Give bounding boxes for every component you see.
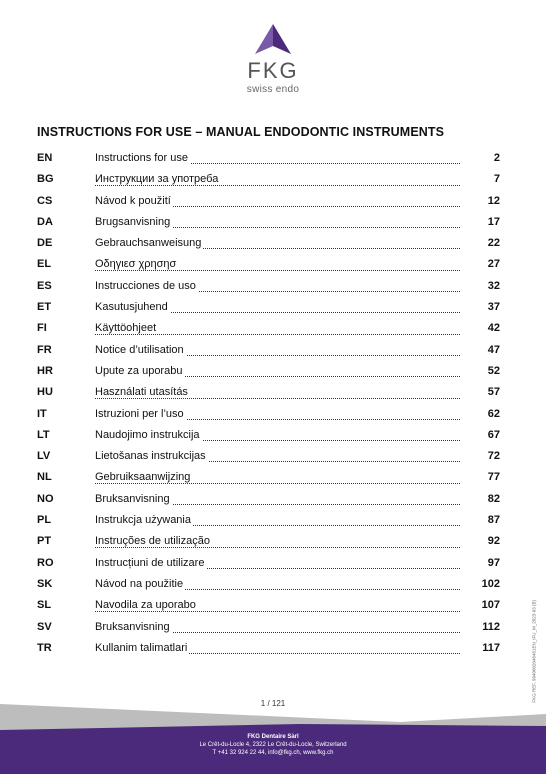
toc-page-number: 42 xyxy=(487,322,500,335)
toc-language-code: SL xyxy=(37,599,52,612)
toc-language-code: LV xyxy=(37,450,51,463)
toc-label: Käyttöohjeet xyxy=(95,322,157,335)
toc-page-number: 87 xyxy=(487,514,500,527)
toc-language-code: ET xyxy=(37,301,52,314)
toc-label: Használati utasítás xyxy=(95,386,188,399)
fkg-logo xyxy=(0,24,546,95)
toc-page-number: 27 xyxy=(487,258,500,271)
toc-row[interactable] xyxy=(37,617,500,638)
toc-label: Instrukcja używania xyxy=(95,514,191,527)
toc-row[interactable] xyxy=(37,467,500,488)
toc-label: Οδηγιεσ χρησησ xyxy=(95,258,177,271)
toc-row[interactable] xyxy=(37,148,500,169)
footer-address: Le Crêt-du-Locle 4, 2322 Le Crêt-du-Locle, Switzerland xyxy=(199,742,347,748)
toc-row[interactable] xyxy=(37,574,500,595)
toc-language-code: EL xyxy=(37,258,52,271)
page-number: 1 / 121 xyxy=(260,699,286,708)
toc-page-number: 117 xyxy=(482,641,500,654)
toc-language-code: HR xyxy=(37,364,53,377)
triangle-logo-icon xyxy=(255,24,291,54)
toc-language-code: BG xyxy=(37,173,54,186)
document-reference-code: FKG REF. 9940002046461EN_IFU_M_2023-03 (B) xyxy=(532,600,537,703)
toc-page-number: 77 xyxy=(487,471,500,484)
toc-language-code: LT xyxy=(37,428,50,441)
toc-row[interactable] xyxy=(37,446,500,467)
toc-page-number: 22 xyxy=(487,237,500,250)
toc-language-code: HU xyxy=(37,386,53,399)
toc-page-number: 102 xyxy=(481,577,500,590)
toc-label: Lietošanas instrukcijas xyxy=(95,450,206,463)
toc-page-number: 7 xyxy=(493,173,500,186)
toc-row[interactable] xyxy=(37,212,500,233)
toc-page-number: 17 xyxy=(487,215,500,228)
toc-row[interactable] xyxy=(37,254,500,275)
toc-page-number: 97 xyxy=(487,556,500,569)
toc-row[interactable] xyxy=(37,361,500,382)
toc-language-code: RO xyxy=(37,556,54,569)
toc-row[interactable] xyxy=(37,276,500,297)
toc-row[interactable] xyxy=(37,638,500,659)
toc-label: Инструкции за употреба xyxy=(95,173,219,186)
toc-label: Návod k použití xyxy=(95,194,171,207)
toc-row[interactable] xyxy=(37,553,500,574)
toc-row[interactable] xyxy=(37,404,500,425)
toc-row[interactable] xyxy=(37,233,500,254)
toc-label: Instrucciones de uso xyxy=(95,279,196,292)
toc-row[interactable] xyxy=(37,510,500,531)
toc-label: Brugsanvisning xyxy=(95,215,171,228)
footer-contact xyxy=(0,733,546,757)
toc-row[interactable] xyxy=(37,340,500,361)
toc-label: Instruções de utilização xyxy=(95,535,210,548)
toc-page-number: 82 xyxy=(487,492,500,505)
toc-label: Instrucțiuni de utilizare xyxy=(95,556,205,569)
toc-label: Bruksanvisning xyxy=(95,620,170,633)
brand-name: FKG xyxy=(247,58,299,83)
toc-language-code: FI xyxy=(37,322,47,335)
toc-page-number: 92 xyxy=(487,535,500,548)
toc-language-code: IT xyxy=(37,407,47,420)
toc-row[interactable] xyxy=(37,169,500,190)
toc-page-number: 32 xyxy=(487,279,500,292)
toc-label: Kullanim talimatlari xyxy=(95,641,188,654)
document-title: INSTRUCTIONS FOR USE – MANUAL ENDODONTIC INSTRUMENTS xyxy=(37,125,445,139)
toc-row[interactable] xyxy=(37,595,500,616)
footer-company: FKG Dentaire Sàrl xyxy=(247,734,299,740)
toc-label: Navodila za uporabo xyxy=(95,599,196,612)
toc-page-number: 72 xyxy=(487,450,500,463)
toc-label: Bruksanvisning xyxy=(95,492,170,505)
toc-row[interactable] xyxy=(37,382,500,403)
toc-page-number: 62 xyxy=(487,407,500,420)
toc-label: Gebrauchsanweisung xyxy=(95,237,202,250)
toc-language-code: TR xyxy=(37,641,52,654)
toc-language-code: DE xyxy=(37,237,53,250)
toc-language-code: PT xyxy=(37,535,52,548)
toc-language-code: ES xyxy=(37,279,52,292)
toc-language-code: NL xyxy=(37,471,52,484)
toc-page-number: 57 xyxy=(487,386,500,399)
toc-row[interactable] xyxy=(37,297,500,318)
toc-page-number: 52 xyxy=(487,364,500,377)
toc-language-code: CS xyxy=(37,194,53,207)
toc-label: Instructions for use xyxy=(95,152,188,164)
toc-page-number: 47 xyxy=(487,343,500,356)
toc-label: Gebruiksaanwijzing xyxy=(95,471,191,484)
toc-label: Návod na použitie xyxy=(95,577,184,590)
toc-row[interactable] xyxy=(37,191,500,212)
toc-row[interactable] xyxy=(37,425,500,446)
brand-tagline: swiss endo xyxy=(246,84,300,95)
footer-contact-line: T +41 32 924 22 44, info@fkg.ch, www.fkg.ch xyxy=(212,750,334,756)
toc-language-code: DA xyxy=(37,215,53,228)
toc-label: Upute za uporabu xyxy=(95,364,183,377)
table-of-contents xyxy=(37,148,500,659)
toc-row[interactable] xyxy=(37,489,500,510)
toc-label: Naudojimo instrukcija xyxy=(95,428,200,441)
toc-label: Istruzioni per l’uso xyxy=(95,407,184,420)
toc-label: Kasutusjuhend xyxy=(95,301,168,314)
toc-page-number: 2 xyxy=(493,152,500,164)
toc-language-code: SV xyxy=(37,620,52,633)
toc-label: Notice d’utilisation xyxy=(95,343,184,356)
toc-page-number: 107 xyxy=(481,599,500,612)
toc-language-code: PL xyxy=(37,514,52,527)
toc-language-code: NO xyxy=(37,492,54,505)
toc-page-number: 12 xyxy=(487,194,500,207)
toc-page-number: 112 xyxy=(482,620,500,633)
toc-page-number: 37 xyxy=(487,301,500,314)
toc-page-number: 67 xyxy=(487,428,500,441)
toc-row[interactable] xyxy=(37,318,500,339)
toc-row[interactable] xyxy=(37,531,500,552)
toc-language-code: EN xyxy=(37,152,53,164)
toc-language-code: FR xyxy=(37,343,52,356)
toc-language-code: SK xyxy=(37,577,53,590)
